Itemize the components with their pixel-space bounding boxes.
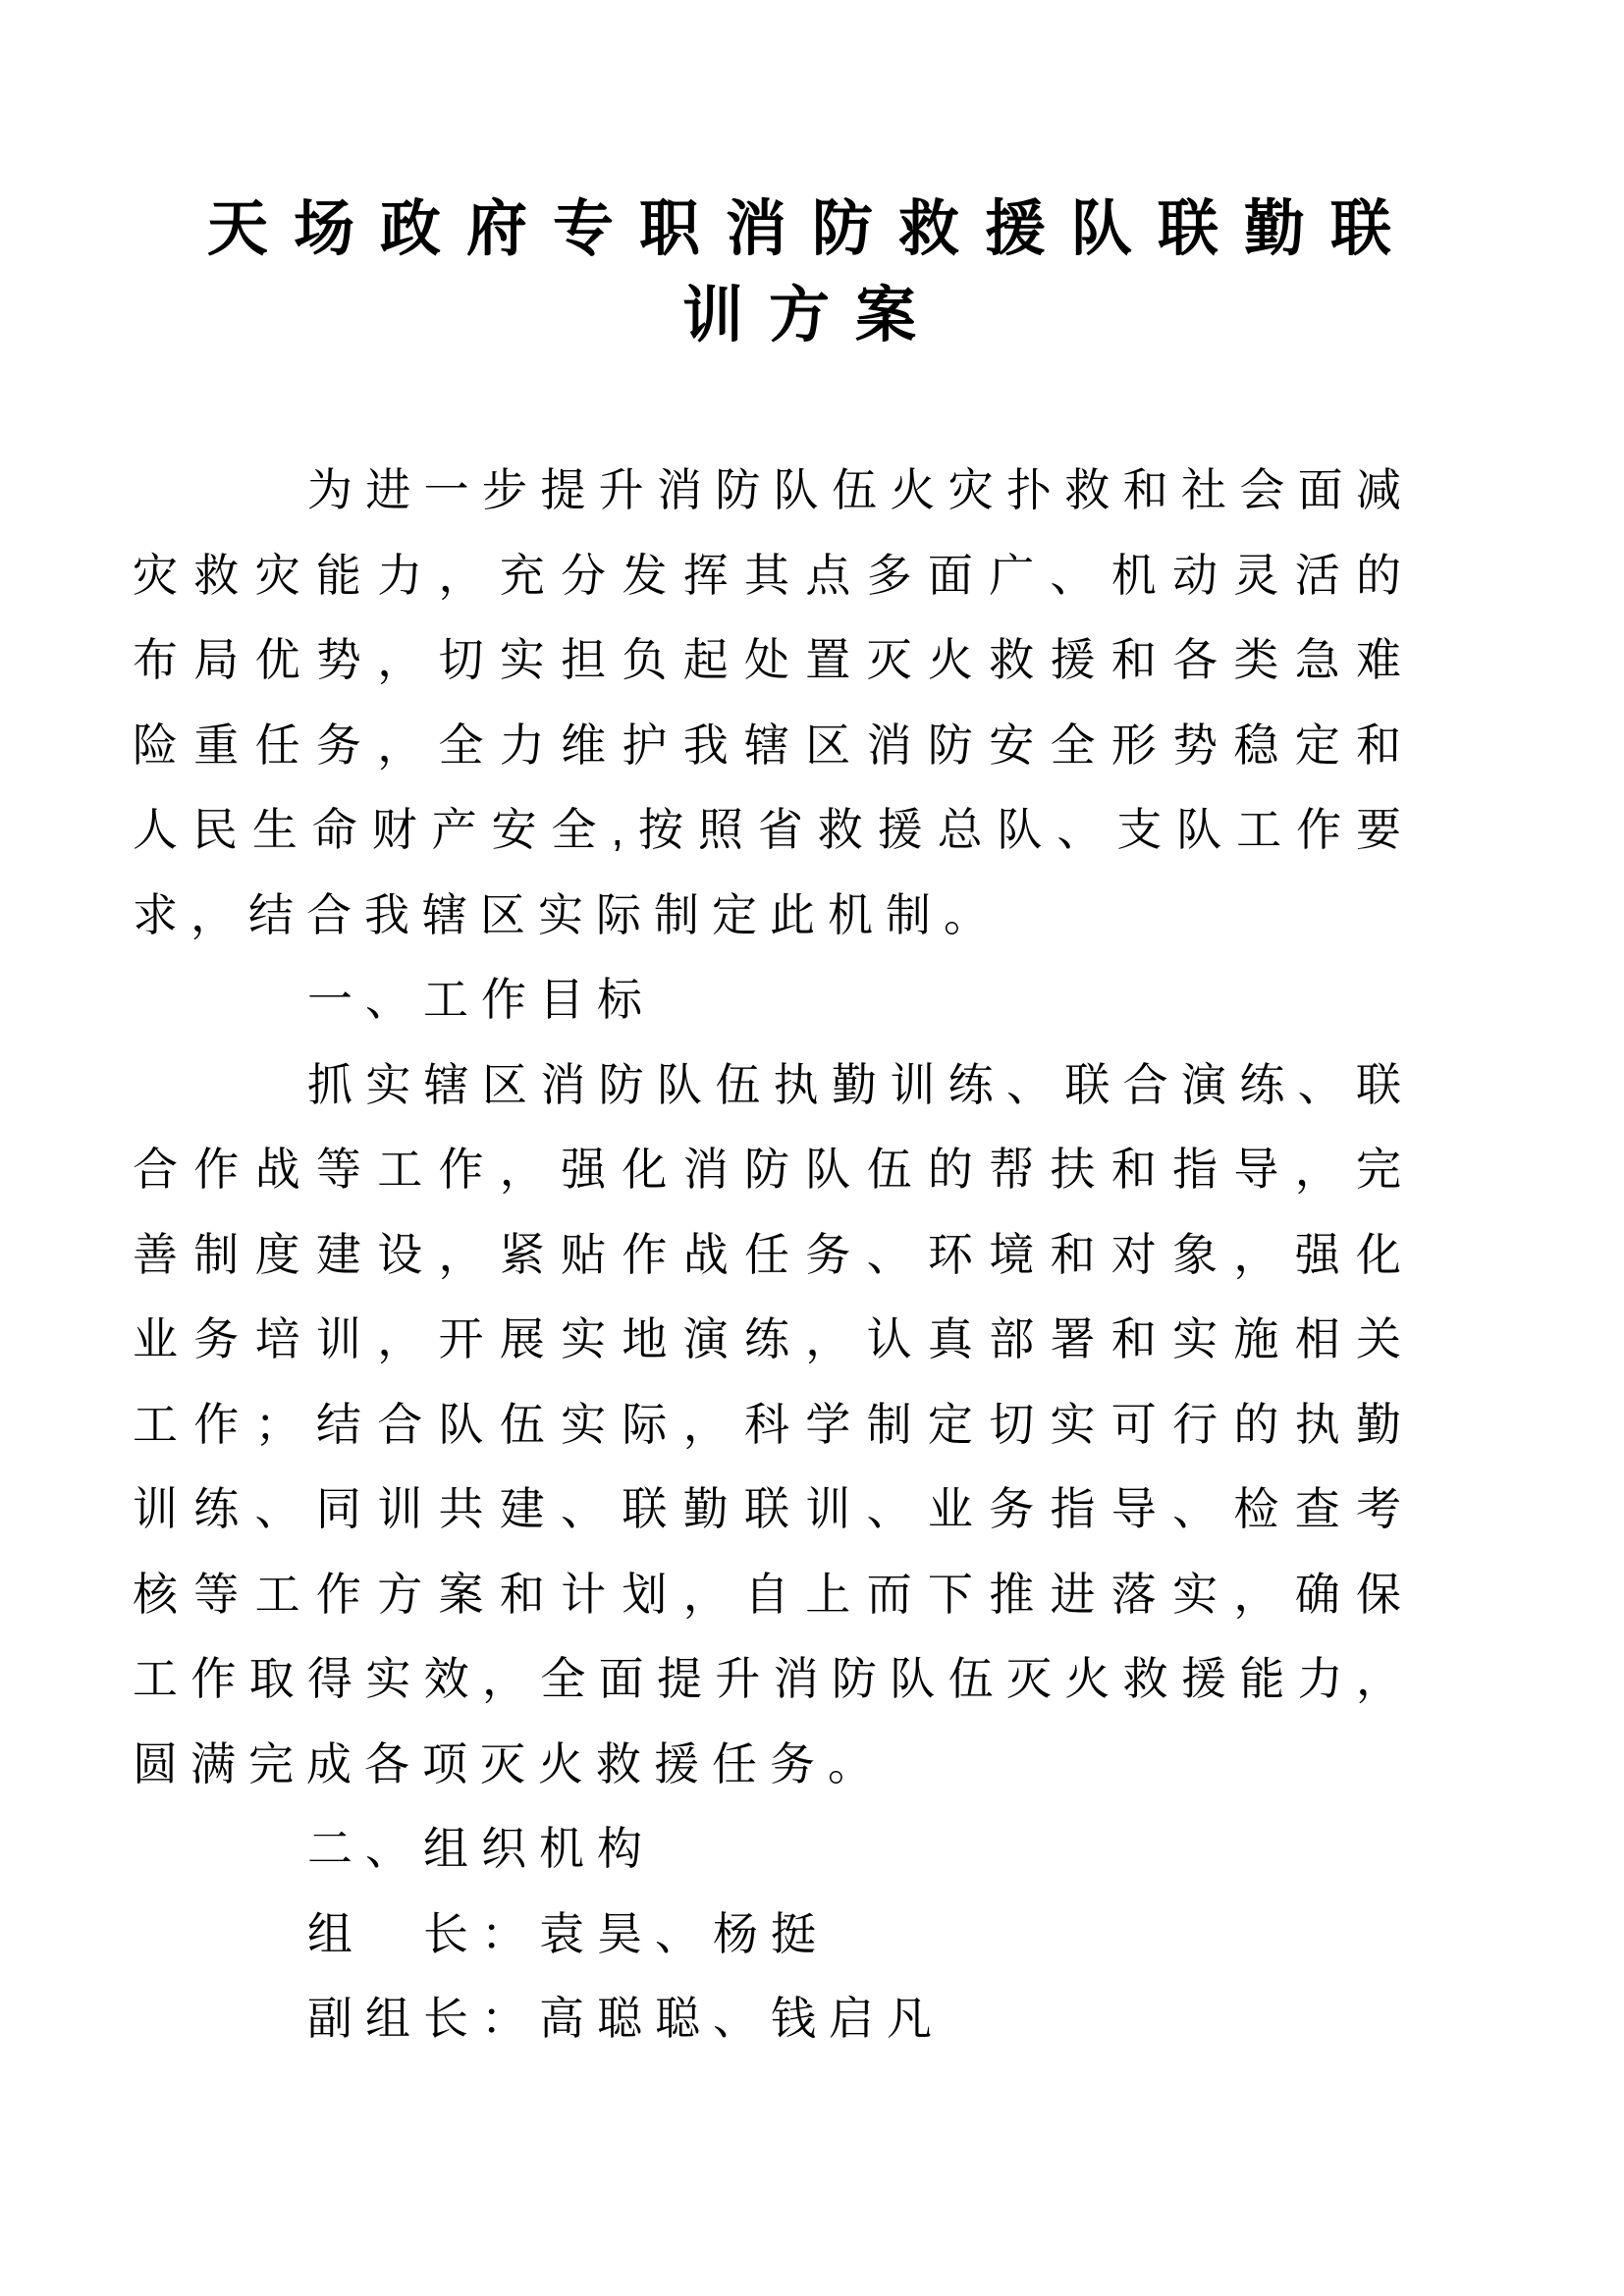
body-line: 工作；结合队伍实际，科学制定切实可行的执勤 [133, 1398, 1414, 1450]
body-line: 组 长：袁昊、杨挺 [307, 1907, 829, 1959]
body-line: 灾救灾能力，充分发挥其点多面广、机动灵活的 [133, 549, 1414, 601]
body-line: 求，结合我辖区实际制定此机制。 [133, 888, 1001, 940]
body-line: 训练、同训共建、联勤联训、业务指导、检查考 [133, 1483, 1414, 1534]
body-line: 人民生命财产安全,按照省救援总队、支队工作要 [133, 804, 1414, 855]
body-line: 抓实辖区消防队伍执勤训练、联合演练、联 [307, 1058, 1414, 1110]
title-line: 天场政府专职消防救援队联勤联 [206, 195, 1417, 263]
heading-line: 二、组织机构 [307, 1823, 655, 1874]
body-line: 为进一步提升消防队伍火灾扑救和社会面减 [307, 464, 1414, 515]
body-line: 业务培训，开展实地演练，认真部署和实施相关 [133, 1313, 1414, 1364]
body-line: 险重任务，全力维护我辖区消防安全形势稳定和 [133, 719, 1414, 771]
body-line: 副组长：高聪聪、钱启凡 [307, 1993, 945, 2044]
body-line: 布局优势，切实担负起处置灭火救援和各类急难 [133, 634, 1414, 685]
title-line: 训方案 [681, 282, 942, 349]
document-body [133, 448, 1414, 2061]
body-line: 核等工作方案和计划，自上而下推进落实，确保 [133, 1568, 1414, 1620]
body-line: 合作战等工作，强化消防队伍的帮扶和指导，完 [133, 1144, 1414, 1195]
body-line: 善制度建设，紧贴作战任务、环境和对象，强化 [133, 1228, 1414, 1280]
body-line: 工作取得实效，全面提升消防队伍灭火救援能力， [133, 1653, 1414, 1704]
document-title [0, 187, 1624, 359]
body-line: 圆满完成各项灭火救援任务。 [133, 1737, 886, 1789]
heading-line: 一、工作目标 [307, 974, 655, 1025]
